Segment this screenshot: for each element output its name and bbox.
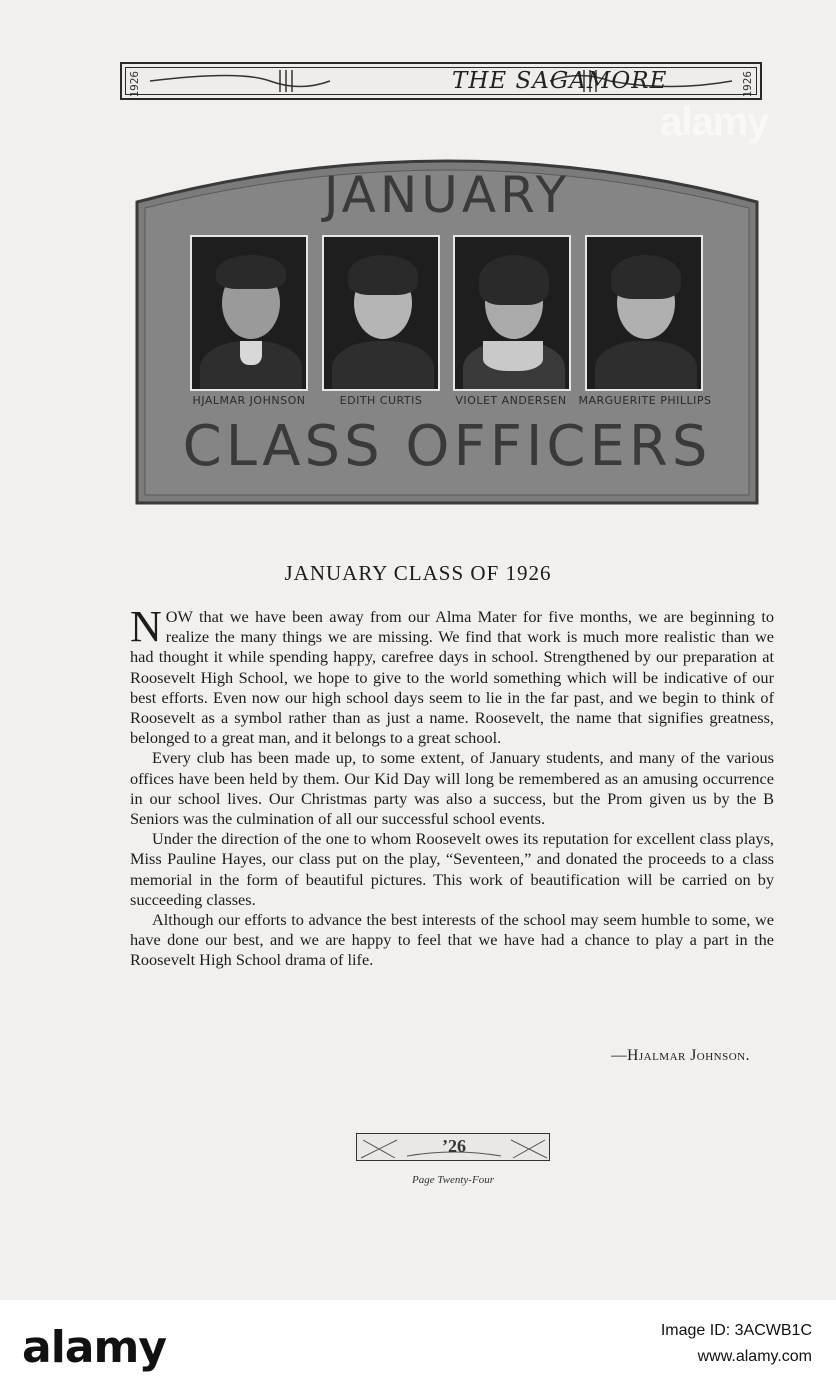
officer-portrait-4: [585, 235, 703, 391]
paragraph-3: Under the direction of the one to whom Roosevelt owes its reputation for excellent class plays, Miss Pauline Hayes, our class put on the play, “Seventeen,” and donated the proceeds to a class memorial in the form of beautiful pictures. This work of beautification will be carried on by succeeding classes.: [130, 829, 774, 909]
officer-portrait-1: [190, 235, 308, 391]
plate-subheading: CLASS OFFICERS: [182, 414, 712, 479]
officer-name-1: HJALMAR JOHNSON: [192, 394, 306, 407]
officer-name-2: EDITH CURTIS: [339, 394, 423, 407]
footer-year: ’26: [442, 1136, 466, 1156]
class-officers-plate: [135, 150, 759, 505]
paragraph-1: [130, 602, 774, 748]
banner-title: THE SAGAMORE: [452, 68, 668, 94]
paragraph-1-text: OW that we have been away from our Alma Mater for five months, we are beginning to realize the many things we are missing. We find that work is much more realistic than we had thought it while spending happy, carefree days in school. Strengthened by our preparation at Roosevelt High School, we hope to give to the world something which will be indicative of our best efforts. Even now our high school days seem to lie in the far past, and we begin to think of Roosevelt as a symbol rather than as just a name. Roosevelt, the name that signifies greatness, belonged to a great man, and it belongs to a great school.: [130, 607, 774, 748]
officer-portrait-3: [453, 235, 571, 391]
page-number: Page Twenty-Four: [412, 1174, 494, 1186]
stock-image-id: Image ID: 3ACWB1C: [660, 1322, 812, 1339]
banner-year-right: 1926: [741, 71, 754, 98]
plate-heading: JANUARY: [323, 166, 571, 224]
stock-bar: [0, 1300, 836, 1390]
paragraph-2: Every club has been made up, to some extent, of January students, and many of the various offices have been held by them. Our Kid Day will long be remembered as an amusing occurrence in our school lives. Our Christmas party was also a success, but the Prom given us by the B Seniors was the culmination of all our successful school events.: [130, 748, 774, 829]
banner-year-left: 1926: [128, 71, 141, 98]
signature: [470, 1047, 750, 1065]
header-banner: [120, 62, 762, 100]
article-title: JANUARY CLASS OF 1926: [284, 561, 552, 585]
officer-name-4: MARGUERITE PHILLIPS: [578, 394, 712, 407]
stock-url: www.alamy.com: [697, 1348, 812, 1365]
footer-ornament: [356, 1133, 550, 1161]
stock-watermark: alamy: [660, 100, 769, 144]
signature-text: —Hjalmar Johnson.: [611, 1047, 750, 1064]
article-body: [130, 602, 774, 971]
paragraph-4: Although our efforts to advance the best interests of the school may seem humble to some, we have done our best, and we are happy to feel that we have had a chance to play a part in the Roosevelt High School drama of life.: [130, 910, 774, 970]
drop-cap: N: [130, 602, 162, 651]
stock-logo: alamy: [22, 1322, 166, 1373]
officer-portrait-2: [322, 235, 440, 391]
officer-name-3: VIOLET ANDERSEN: [455, 394, 567, 407]
